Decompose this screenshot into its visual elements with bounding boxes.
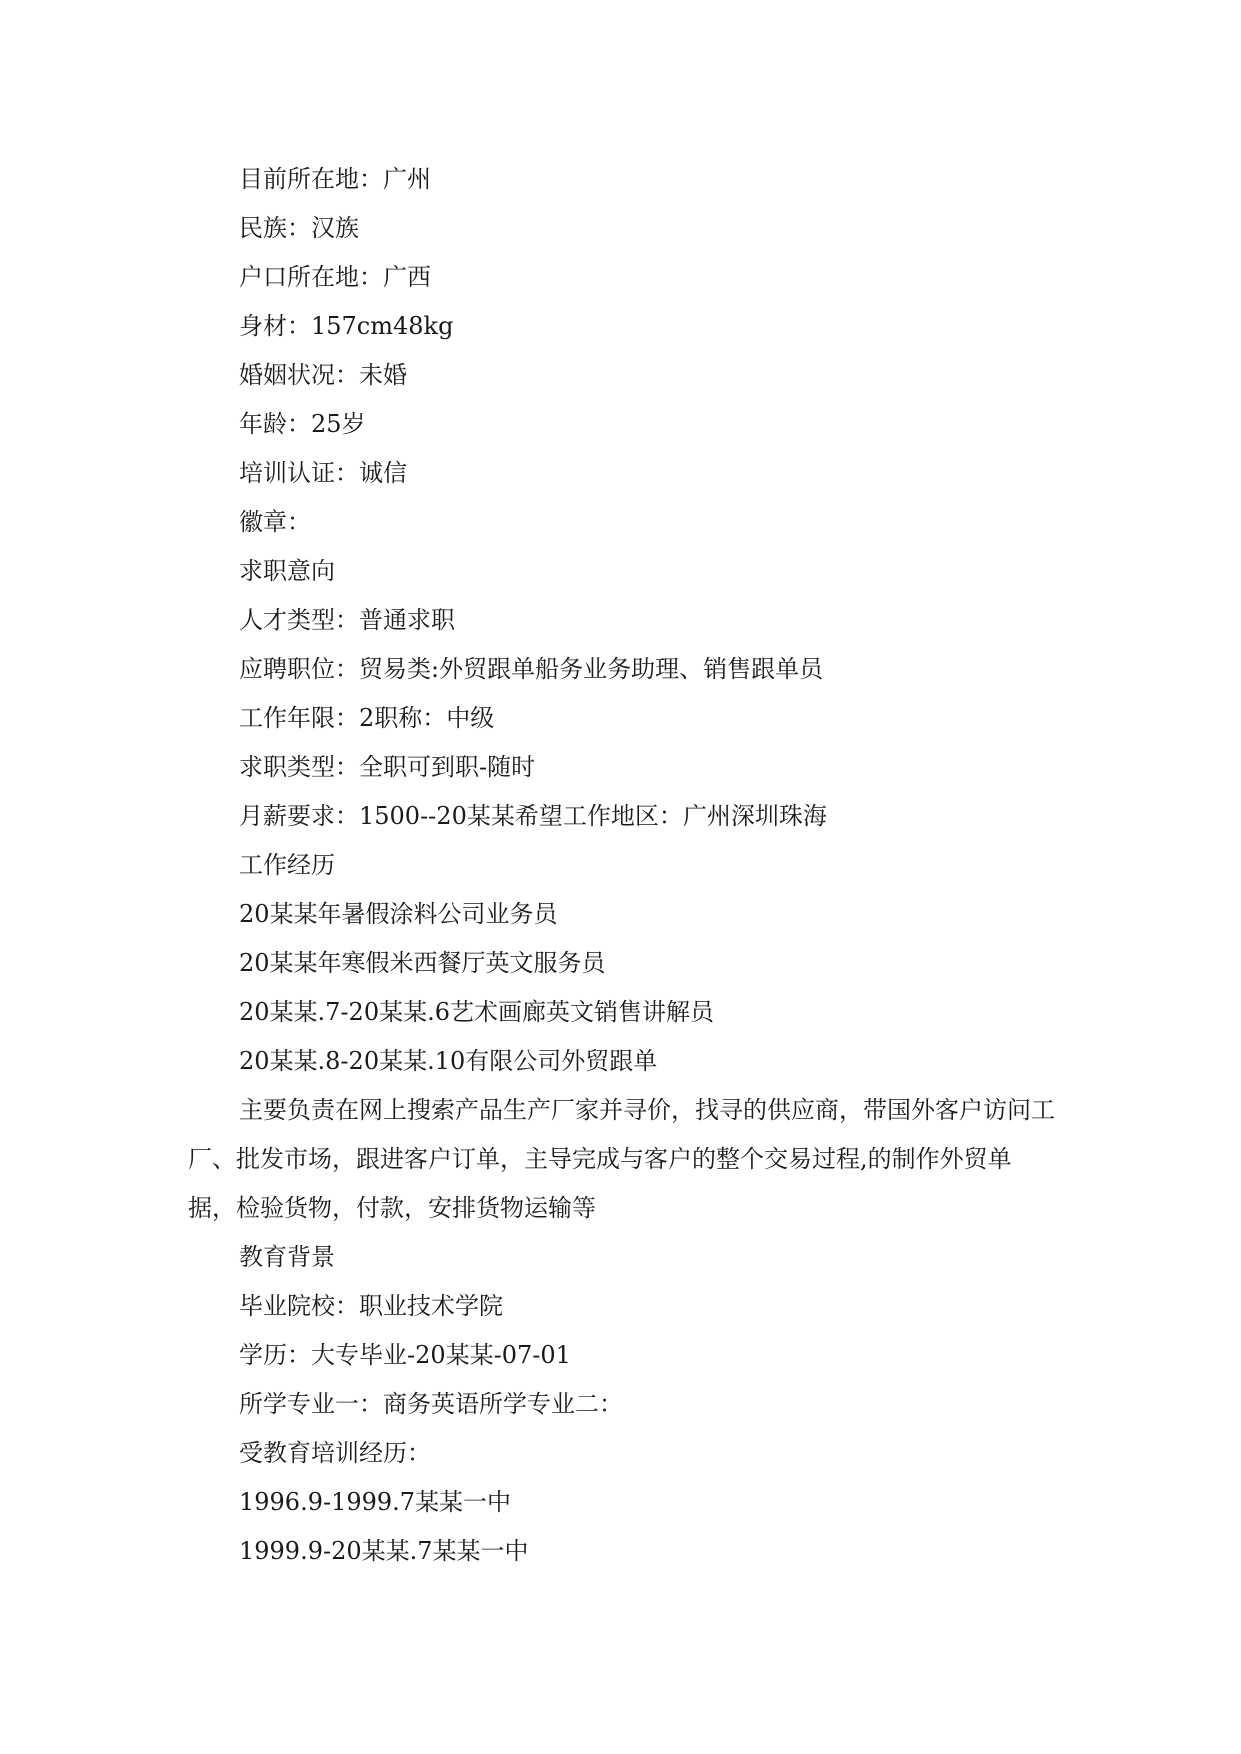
text-line-ethnicity: 民族：汉族 [239,214,359,242]
text-line-work-years: 工作年限：2职称：中级 [239,704,495,732]
text-line-applied-position: 应聘职位：贸易类:外贸跟单船务业务助理、销售跟单员 [239,655,824,683]
section-heading-education: 教育背景 [239,1243,335,1271]
text-line-major: 所学专业一：商务英语所学专业二： [239,1390,623,1418]
text-line-education-entry-1: 1996.9-1999.7某某一中 [239,1488,512,1516]
text-line-degree: 学历：大专毕业-20某某-07-01 [239,1341,571,1369]
section-heading-job-intention: 求职意向 [239,557,335,585]
text-line-work-entry-2: 20某某年寒假米西餐厅英文服务员 [239,949,606,977]
text-line-marital-status: 婚姻状况：未婚 [239,361,407,389]
text-line-badges: 徽章： [239,508,311,536]
text-line-household-registration: 户口所在地：广西 [239,263,431,291]
text-line-talent-type: 人才类型：普通求职 [239,606,455,634]
text-line-certification: 培训认证：诚信 [239,459,407,487]
text-line-work-entry-4: 20某某.8-20某某.10有限公司外贸跟单 [239,1047,658,1075]
section-heading-work-experience: 工作经历 [239,851,335,879]
text-line-current-location: 目前所在地：广州 [239,165,431,193]
text-line-age: 年龄：25岁 [239,410,366,438]
text-line-education-entry-2: 1999.9-20某某.7某某一中 [239,1537,529,1565]
text-line-body-size: 身材：157cm48kg [239,312,454,340]
text-line-work-entry-1: 20某某年暑假涂料公司业务员 [239,900,558,928]
work-description-paragraph: 主要负责在网上搜索产品生产厂家并寻价，找寻的供应商，带国外客户访问工厂、批发市场，跟进客户订单，主导完成与客户的整个交易过程,的制作外贸单据，检验货物，付款，安排货物运输等 [188,1096,1055,1222]
resume-content [188,155,1058,1576]
text-line-training-heading: 受教育培训经历： [239,1439,431,1467]
text-line-salary: 月薪要求：1500--20某某希望工作地区：广州深圳珠海 [239,802,827,830]
text-line-work-entry-3: 20某某.7-20某某.6艺术画廊英文销售讲解员 [239,998,714,1026]
text-line-school: 毕业院校：职业技术学院 [239,1292,503,1320]
text-line-job-type: 求职类型：全职可到职-随时 [239,753,536,781]
